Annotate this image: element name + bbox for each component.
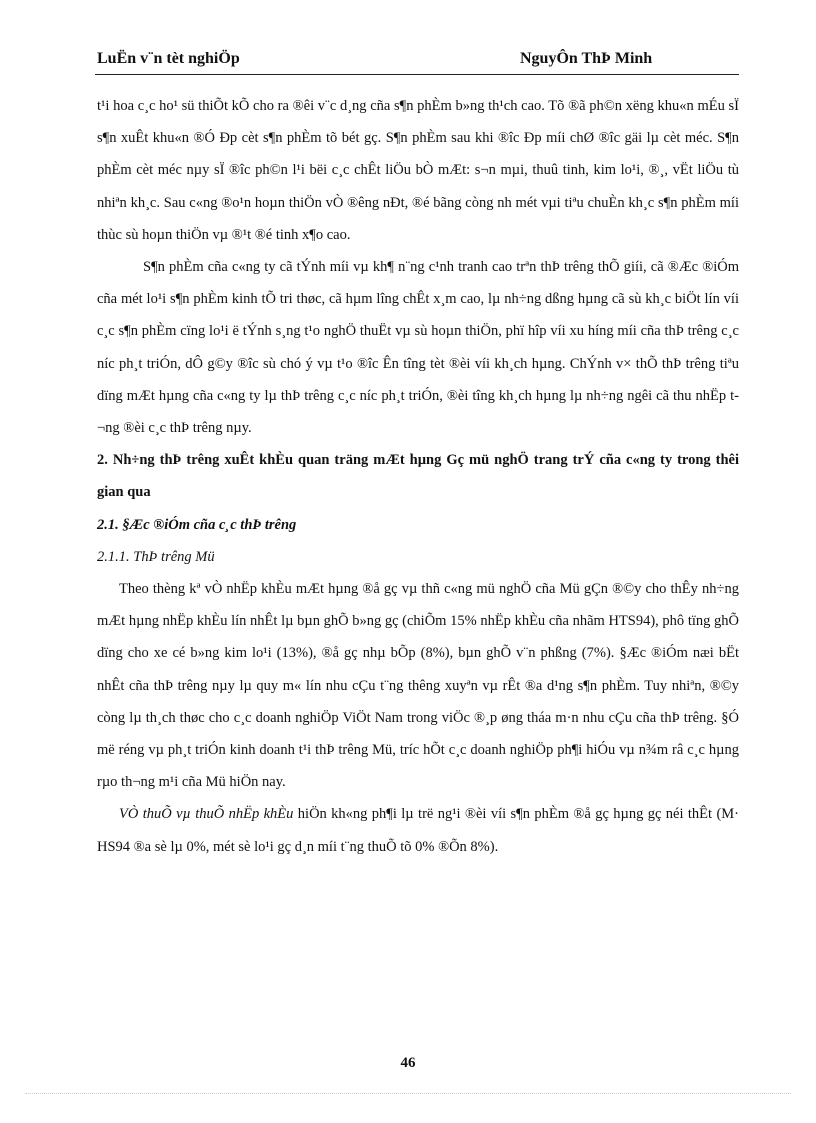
author-name: NguyÔn ThÞ Minh [520, 50, 653, 67]
paragraph-production-process: t¹i hoa c¸c ho¹ sü thiÕt kÕ cho ra ®êi v¨c d¸ng cña s¶n phÈm b»ng th¹ch cao. Tõ ®ã ph©n xëng khu«n mÉu sÏ s¶n xuÊt khu«n ®Ó Ðp cèt s¶n phÈm tõ bét gç. S¶n phÈm sau khi ®îc Ðp míi chØ ®îc gäi lµ cèt méc. S¶n phÈm cèt méc nµy sÏ ®îc ph©n l¹i bëi c¸c chÊt liÖu bÒ mÆt: s¬n mµi, thuû tinh, kim lo¹i, ®¸, vËt liÖu tù nhiªn kh¸c. Sau c«ng ®o¹n hoµn thiÖn vÒ ®êng nÐt, ®é bãng còng nh mét vµi tiªu chuÈn kh¸c s¶n phÈm míi thùc sù hoµn thiÖn vµ ®¹t ®é tinh x¶o cao. [97, 98, 739, 243]
paragraph-product-features: S¶n phÈm cña c«ng ty cã tÝnh míi vµ kh¶ n¨ng c¹nh tranh cao trªn thÞ trêng thÕ giíi, cã ®Æc ®iÓm cña mét lo¹i s¶n phÈm kinh tÕ tri thøc, cã hµm lîng chÊt x¸m cao, lµ nh÷ng dßng hµng cã sù kh¸c biÖt lín víi c¸c s¶n phÈm cïng lo¹i ë tÝnh s¸ng t¹o nghÖ thuËt vµ sù hoµn thiÖn, phï hîp víi xu híng míi cña thÞ trêng c¸c níc ph¸t triÓn, dÔ g©y ®îc sù chó ý vµ t¹o ®îc Ên tîng tèt ®èi víi kh¸ch hµng. ChÝnh v× thÕ thÞ trêng tiªu dïng mÆt hµng cña c«ng ty lµ thÞ trêng c¸c níc ph¸t triÓn, ®èi tîng kh¸ch hµng lµ nh÷ng ngêi cã thu nhËp t¬ng ®èi c¸c thÞ trêng nµy. [97, 259, 739, 437]
document-body [97, 90, 739, 863]
page-header [95, 48, 739, 75]
subsection-heading-2-1-1: 2.1.1. ThÞ trêng Mü [97, 548, 215, 565]
section-heading-2: 2. Nh÷ng thÞ trêng xuÊt khÈu quan träng mÆt hµng Gç mü nghÖ trang trÝ cña c«ng ty trong thêi gian qua [97, 452, 739, 501]
page-bottom-border [25, 1093, 791, 1094]
tax-text: hiÖn kh«ng ph¶i lµ trë ng¹i ®èi víi s¶n phÈm ®å gç hµng gç néi thÊt (M· HS94 ®a sè lµ 0%, mét sè lo¹i gç d¸n míi t¨ng thuÕ tõ 0% ®Õn 8%). [97, 806, 739, 855]
subsection-heading-2-1: 2.1. §Æc ®iÓm cña c¸c thÞ trêng [97, 516, 297, 533]
thesis-title: LuËn v¨n tèt nghiÖp [97, 50, 240, 67]
page-number: 46 [400, 1055, 416, 1071]
paragraph-tax [97, 798, 739, 862]
paragraph-us-market: Theo thèng kª vÒ nhËp khÈu mÆt hµng ®å gç vµ thñ c«ng mü nghÖ cña Mü gÇn ®©y cho thÊy nh÷ng mÆt hµng nhËp khÈu lín nhÊt lµ bµn ghÕ b»ng gç (chiÕm 15% nhËp khÈu cña nhãm HTS94), phô tïng ghÕ dïng cho xe cé b»ng kim lo¹i (13%), ®å gç nhµ bÕp (8%), bµn ghÕ v¨n phßng (7%). §Æc ®iÓm næi bËt nhÊt cña thÞ trêng nµy lµ quy m« lín nhu cÇu t¨ng thêng xuyªn vµ rÊt ®a d¹ng s¶n phÈm. Tuy nhiªn, ®©y còng lµ th¸ch thøc cho c¸c doanh nghiÖp ViÖt Nam trong viÖc ®¸p øng tháa m·n nhu cÇu cña thÞ trêng. §Ó më réng vµ ph¸t triÓn kinh doanh t¹i thÞ trêng Mü, tríc hÕt c¸c doanh nghiÖp ph¶i hiÓu vµ n¾m râ c¸c hµng rµo th¬ng m¹i cña Mü hiÖn nay. [97, 581, 739, 791]
tax-lead-phrase: VÒ thuÕ vµ thuÕ nhËp khÈu [119, 806, 294, 823]
